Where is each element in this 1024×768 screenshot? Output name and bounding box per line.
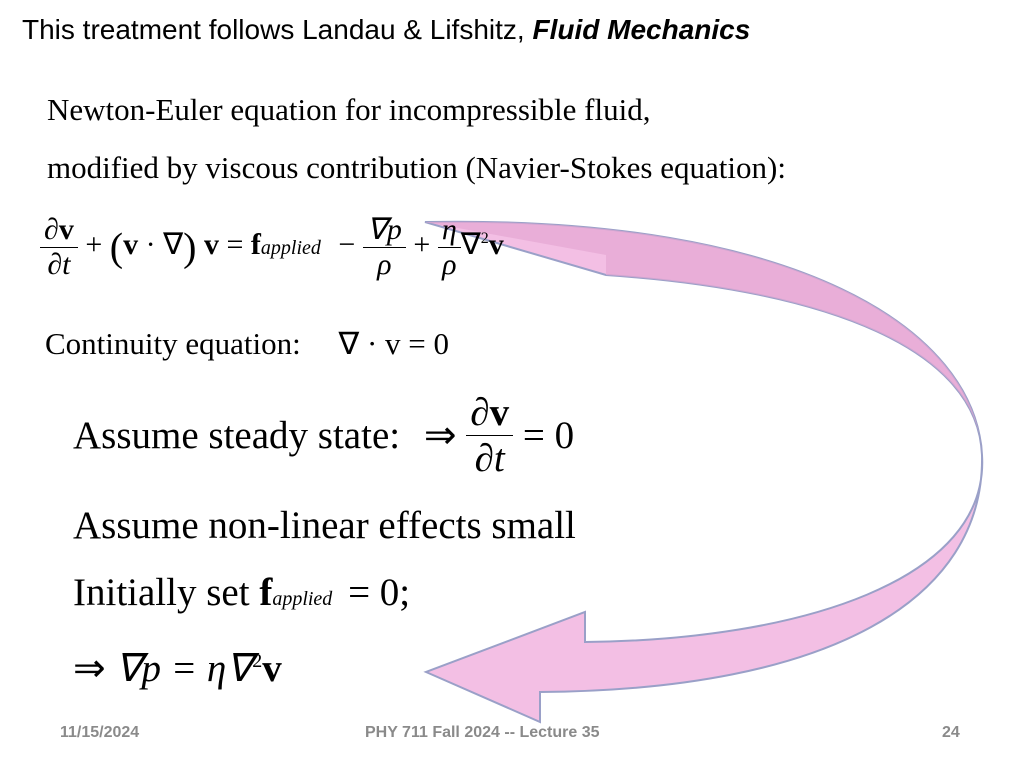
ns-rho1: ρ [377, 248, 392, 281]
ns-nabla: ∇ [163, 227, 184, 261]
steady-dv: ∂v [466, 390, 513, 436]
initial-applied: applied [272, 588, 333, 610]
result-equation [73, 646, 282, 691]
header-book-title: Fluid Mechanics [532, 14, 751, 45]
steady-rhs: = 0 [522, 414, 575, 457]
ns-dt: ∂t [47, 247, 71, 281]
continuity-formula: ∇ · v = 0 [338, 326, 450, 361]
ns-grad-p: ∇p [363, 212, 406, 248]
steady-state-line [73, 390, 574, 481]
initial-condition [73, 570, 410, 615]
intro-line-1: Newton-Euler equation for incompressible fluid, [47, 92, 651, 127]
ns-dot: · [145, 227, 156, 261]
ns-v2: v [203, 227, 219, 261]
intro-line-2: modified by viscous contribution (Navier-Stokes equation): [47, 150, 786, 185]
initial-prefix: Initially set [73, 571, 260, 614]
ns-plus2: + [413, 227, 431, 261]
header-prefix: This treatment follows Landau & Lifshitz, [22, 14, 533, 45]
ns-minus: − [338, 227, 356, 261]
result-v: v [262, 647, 282, 690]
result-lhs: ∇p = η∇ [115, 647, 253, 690]
ns-rho2: ρ [442, 247, 457, 281]
ns-dv: ∂v [40, 213, 78, 248]
footer-course: PHY 711 Fall 2024 -- Lecture 35 [365, 724, 600, 741]
initial-rhs: = 0; [348, 571, 411, 614]
nonlinear-assumption: Assume non-linear effects small [73, 504, 576, 547]
result-implies: ⇒ [73, 647, 106, 690]
ns-equals: = [226, 227, 244, 261]
result-square: 2 [252, 650, 263, 672]
steady-derivative [466, 390, 513, 481]
steady-implies: ⇒ [423, 414, 457, 457]
ns-viscous-term [438, 213, 461, 282]
slide-header [22, 14, 750, 46]
continuity-equation [45, 326, 449, 362]
ns-eta: η [438, 213, 461, 248]
continuity-label: Continuity equation: [45, 326, 301, 361]
initial-f: f [259, 571, 273, 614]
ns-laplacian: ∇ [460, 227, 481, 261]
footer-page-number: 24 [942, 724, 960, 741]
ns-plus: + [85, 227, 103, 261]
ns-pressure-term [363, 212, 406, 282]
ns-applied: applied [260, 236, 321, 259]
ns-rparen: ) [183, 224, 197, 270]
footer-date: 11/15/2024 [60, 724, 140, 741]
ns-v1: v [123, 227, 139, 261]
navier-stokes-equation [40, 212, 504, 282]
ns-f: f [250, 227, 261, 261]
steady-dt: ∂t [474, 437, 505, 480]
ns-v3: v [488, 227, 504, 261]
ns-square: 2 [480, 229, 489, 247]
ns-lparen: ( [109, 224, 124, 270]
ns-time-derivative [40, 213, 78, 282]
steady-label: Assume steady state: [73, 414, 401, 457]
